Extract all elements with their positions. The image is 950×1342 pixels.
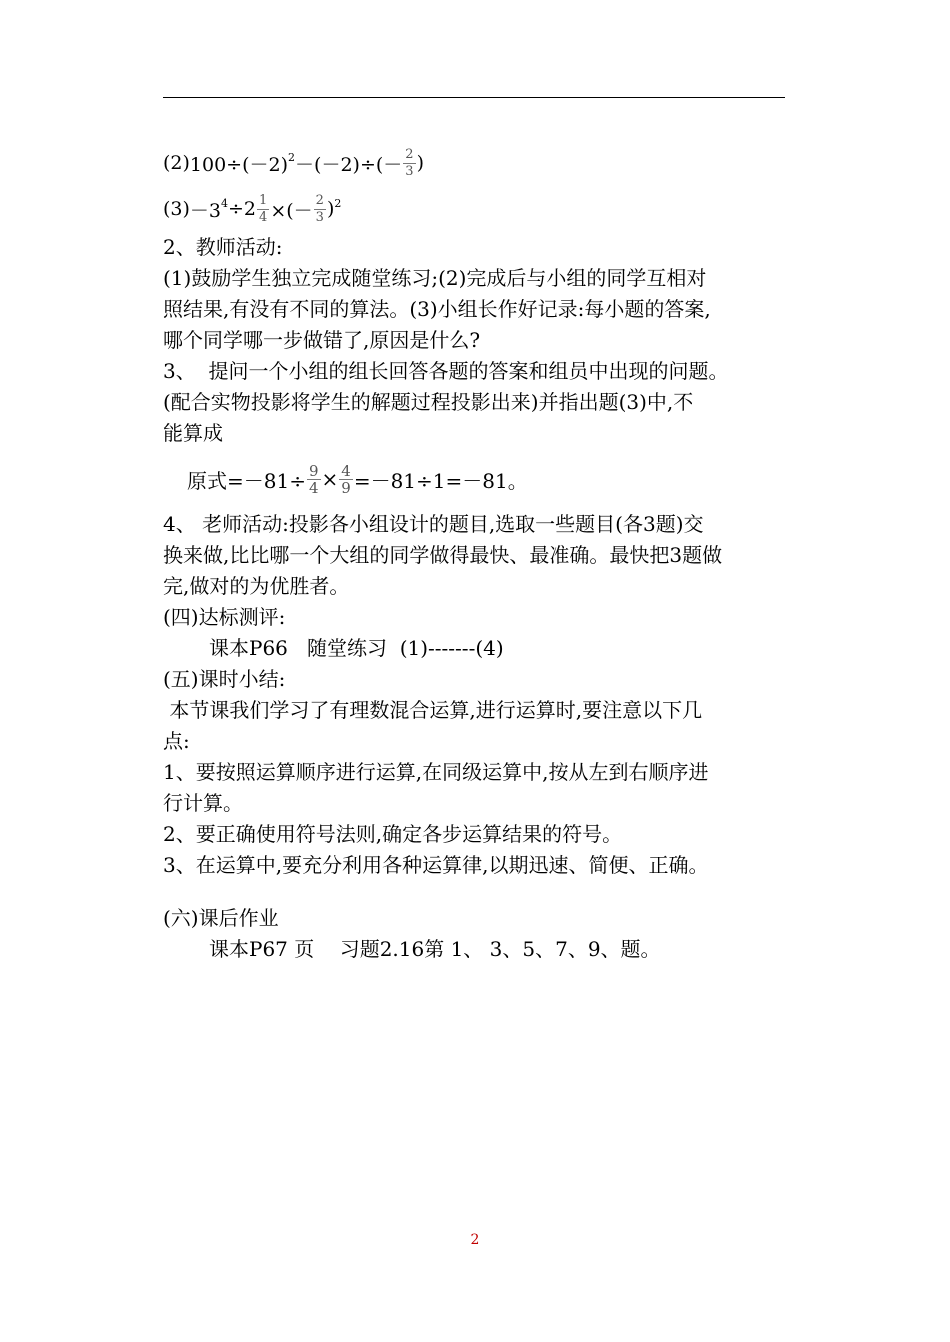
fraction-numerator: 2 xyxy=(315,192,324,208)
homework-content: 课本P67 页 习题2.16第 1、 3、5、7、9、题。 xyxy=(209,937,661,961)
wrong-calculation xyxy=(163,449,789,509)
teacher-activity-4-line-1: 4、 老师活动:投影各小组设计的题目,选取一些题目(各3题)交 xyxy=(163,512,704,536)
summary-line-5: 2、要正确使用符号法则,确定各步运算结果的符号。 xyxy=(163,822,623,846)
summary-line-3: 1、要按照运算顺序进行运算,在同级运算中,按从左到右顺序进 xyxy=(163,760,709,784)
summary-line-6: 3、在运算中,要充分利用各种运算律,以期迅速、简便、正确。 xyxy=(163,853,709,877)
fraction-denominator: 4 xyxy=(259,209,268,225)
header-rule xyxy=(163,97,785,98)
fraction-denominator: 9 xyxy=(341,478,351,497)
exercise-2-fraction xyxy=(403,147,415,180)
wrong-calc-part3: =－81÷1=－81。 xyxy=(353,468,528,493)
homework-line xyxy=(163,934,789,965)
assessment-content: 课本P66 随堂练习 (1)-------(4) xyxy=(209,636,504,660)
wrong-calc-fraction-2 xyxy=(339,463,353,496)
summary-line-2: 点: xyxy=(163,729,190,753)
spacer xyxy=(163,881,789,903)
summary-line-4: 行计算。 xyxy=(163,791,243,815)
teacher-activity-4-line-3: 完,做对的为优胜者。 xyxy=(163,574,350,598)
exercise-3-exponent-2: 2 xyxy=(334,196,342,210)
summary-line-1 xyxy=(163,695,789,726)
exercise-3-part4: ) xyxy=(326,198,335,220)
assessment-heading: (四)达标测评: xyxy=(163,605,286,629)
exercise-2-label: (2) xyxy=(163,152,190,174)
summary-heading: (五)课时小结: xyxy=(163,667,286,691)
question-3-line-2: (配合实物投影将学生的解题过程投影出来)并指出题(3)中,不 xyxy=(163,390,694,414)
fraction-numerator: 9 xyxy=(308,461,319,480)
exercise-3-part1: －3 xyxy=(189,199,222,222)
exercise-2-exponent: 2 xyxy=(288,150,296,164)
exercise-3-part2: ÷2 xyxy=(228,198,257,220)
question-3-line-3: 能算成 xyxy=(163,421,223,445)
summary-text-1: 本节课我们学习了有理数混合运算,进行运算时,要注意以下几 xyxy=(163,698,703,722)
teacher-activity-line-1: (1)鼓励学生独立完成随堂练习;(2)完成后与小组的同学互相对 xyxy=(163,266,707,290)
teacher-activity-line-3: 哪个同学哪一步做错了,原因是什么? xyxy=(163,328,481,352)
teacher-activity-heading: 2、教师活动: xyxy=(163,235,283,259)
exercise-3-mixed-fraction xyxy=(257,193,269,226)
exercise-3-exponent-1: 4 xyxy=(221,196,229,210)
wrong-calc-fraction-1 xyxy=(307,463,321,496)
assessment-line xyxy=(163,633,789,664)
question-3-line-1 xyxy=(163,356,789,387)
exercise-3-part3: ×(－ xyxy=(270,199,313,222)
question-3-text-1: 3、 提问一个小组的组长回答各题的答案和组员中出现的问题。 xyxy=(163,359,729,383)
teacher-activity-line-2: 照结果,有没有不同的算法。(3)小组长作好记录:每小题的答案, xyxy=(163,297,711,321)
exercise-2-part3: ) xyxy=(416,152,424,174)
teacher-activity-4-line-2: 换来做,比比哪一个大组的同学做得最快、最准确。最快把3题做 xyxy=(163,543,723,567)
exercise-3-fraction xyxy=(314,193,326,226)
wrong-calc-part2: × xyxy=(321,467,339,491)
fraction-numerator: 4 xyxy=(341,461,351,480)
homework-heading: (六)课后作业 xyxy=(163,906,279,930)
fraction-denominator: 3 xyxy=(405,163,414,179)
exercise-3 xyxy=(163,186,789,232)
exercise-2-part1: 100÷(－2) xyxy=(189,153,289,176)
fraction-numerator: 2 xyxy=(405,146,414,162)
wrong-calc-part1: 原式=－81÷ xyxy=(187,468,306,493)
fraction-denominator: 3 xyxy=(315,209,324,225)
exercise-2 xyxy=(163,140,789,186)
fraction-numerator: 1 xyxy=(259,192,268,208)
fraction-denominator: 4 xyxy=(308,478,319,497)
page-body xyxy=(163,140,789,965)
page-number: 2 xyxy=(470,1232,480,1248)
exercise-2-part2: －(－2)÷(－ xyxy=(295,153,403,176)
exercise-3-label: (3) xyxy=(163,198,190,220)
